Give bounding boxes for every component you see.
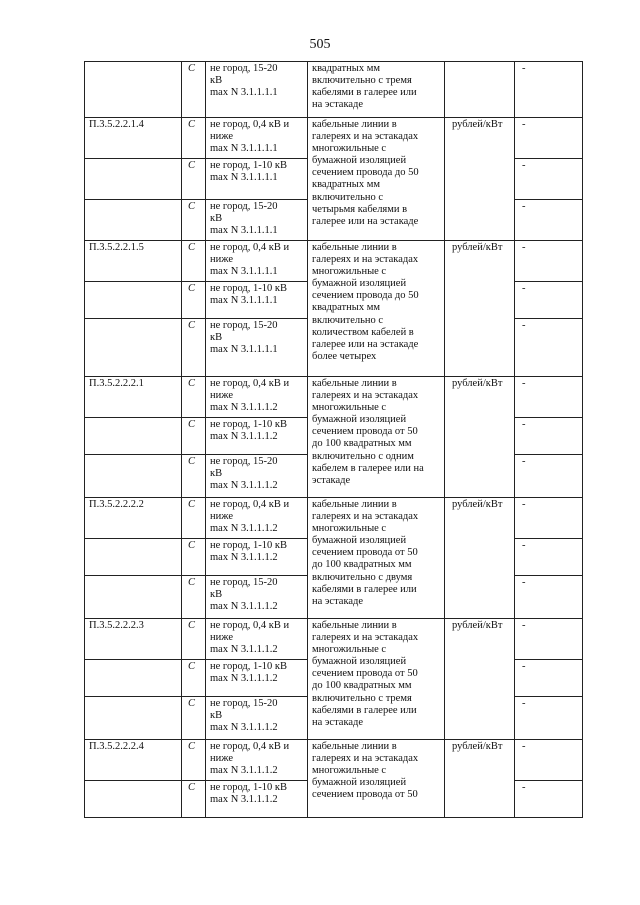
value-cell: - — [515, 660, 583, 697]
table-row — [85, 118, 583, 159]
unit-cell: рублей/кВт — [445, 118, 515, 241]
voltage-line: max N 3.1.1.1.1 — [210, 344, 278, 356]
page-number: 505 — [309, 37, 331, 52]
description-line: сечением провода от 50 — [312, 668, 418, 680]
voltage-cell — [206, 241, 308, 282]
voltage-cell — [206, 319, 308, 377]
voltage-line: не город, 0,4 кВ и — [210, 242, 290, 253]
item-code — [85, 418, 182, 455]
value-cell: - — [515, 377, 583, 418]
description-line: до 100 квадратных мм — [312, 559, 412, 571]
description-line: сечением провода от 50 — [312, 789, 418, 801]
category-cell: С — [182, 241, 206, 282]
value-cell: - — [515, 319, 583, 377]
item-code — [85, 660, 182, 697]
voltage-cell — [206, 539, 308, 576]
description-line: многожильные с — [312, 765, 387, 777]
item-code: П.3.5.2.2.2.2 — [85, 498, 182, 539]
voltage-cell — [206, 660, 308, 697]
voltage-cell — [206, 740, 308, 781]
voltage-line: ниже — [210, 511, 234, 523]
description-cell — [308, 62, 445, 118]
description-line: галерее или на эстакаде — [312, 215, 419, 227]
description-line: квадратных мм — [312, 302, 380, 314]
voltage-line: ниже — [210, 254, 234, 266]
voltage-line: max N 3.1.1.1.1 — [210, 172, 278, 184]
description-line: кабельные линии в — [312, 741, 397, 752]
description-line: количеством кабелей в — [312, 326, 414, 338]
description-line: кабельные линии в — [312, 499, 397, 510]
description-line: бумажной изоляцией — [312, 656, 407, 668]
category-cell: С — [182, 455, 206, 498]
voltage-line: не город, 1-10 кВ — [210, 160, 287, 171]
voltage-cell — [206, 118, 308, 159]
description-line: включительно с двумя — [312, 571, 413, 583]
voltage-line: не город, 1-10 кВ — [210, 540, 287, 551]
unit-cell: рублей/кВт — [445, 619, 515, 740]
value-cell: - — [515, 697, 583, 740]
description-line: галереях и на эстакадах — [312, 131, 419, 143]
unit-cell: рублей/кВт — [445, 740, 515, 818]
voltage-line: ниже — [210, 753, 234, 765]
value-cell: - — [515, 740, 583, 781]
unit-cell: рублей/кВт — [445, 377, 515, 498]
description-line: включительно с тремя — [312, 75, 412, 87]
value-cell: - — [515, 282, 583, 319]
category-cell: С — [182, 576, 206, 619]
description-line: на эстакаде — [312, 99, 364, 111]
description-line: сечением провода от 50 — [312, 426, 418, 438]
voltage-line: ниже — [210, 390, 234, 402]
category-cell: С — [182, 118, 206, 159]
description-line: квадратных мм — [312, 179, 380, 191]
description-line: многожильные с — [312, 402, 387, 414]
voltage-line: кВ — [210, 710, 223, 722]
description-line: галереях и на эстакадах — [312, 753, 419, 765]
item-code: П.3.5.2.2.1.4 — [85, 118, 182, 159]
description-line: кабелями в галерее или — [312, 704, 417, 716]
description-line: четырьмя кабелями в — [312, 203, 408, 215]
voltage-line: кВ — [210, 332, 223, 344]
voltage-line: не город, 1-10 кВ — [210, 661, 287, 672]
item-code: П.3.5.2.2.1.5 — [85, 241, 182, 282]
description-line: сечением провода до 50 — [312, 167, 419, 179]
category-cell: С — [182, 319, 206, 377]
table-row — [85, 377, 583, 418]
category-cell: С — [182, 697, 206, 740]
item-code: П.3.5.2.2.2.1 — [85, 377, 182, 418]
item-code: П.3.5.2.2.2.3 — [85, 619, 182, 660]
description-line: эстакаде — [312, 474, 351, 486]
voltage-cell — [206, 377, 308, 418]
voltage-line: max N 3.1.1.1.1 — [210, 266, 278, 278]
voltage-line: не город, 1-10 кВ — [210, 283, 287, 294]
item-code: П.3.5.2.2.2.4 — [85, 740, 182, 781]
category-cell: С — [182, 200, 206, 241]
description-line: кабельные линии в — [312, 620, 397, 631]
voltage-line: кВ — [210, 589, 223, 601]
description-line: квадратных мм — [312, 63, 380, 74]
description-cell — [308, 740, 445, 818]
description-line: кабельные линии в — [312, 378, 397, 389]
voltage-cell — [206, 697, 308, 740]
voltage-line: max N 3.1.1.1.2 — [210, 480, 278, 492]
value-cell: - — [515, 576, 583, 619]
description-line: галереях и на эстакадах — [312, 390, 419, 402]
value-cell: - — [515, 619, 583, 660]
category-cell: С — [182, 740, 206, 781]
description-line: бумажной изоляцией — [312, 777, 407, 789]
voltage-line: max N 3.1.1.1.2 — [210, 552, 278, 564]
description-cell — [308, 498, 445, 619]
value-cell: - — [515, 455, 583, 498]
description-cell — [308, 118, 445, 241]
value-cell: - — [515, 118, 583, 159]
voltage-line: ниже — [210, 632, 234, 644]
voltage-line: max N 3.1.1.1.1 — [210, 143, 278, 155]
item-code — [85, 697, 182, 740]
unit-cell: рублей/кВт — [445, 241, 515, 377]
description-line: бумажной изоляцией — [312, 535, 407, 547]
voltage-line: не город, 15-20 — [210, 201, 278, 212]
item-code — [85, 62, 182, 118]
category-cell: С — [182, 781, 206, 818]
voltage-cell — [206, 781, 308, 818]
voltage-line: не город, 15-20 — [210, 577, 278, 588]
voltage-line: не город, 0,4 кВ и — [210, 119, 290, 130]
voltage-line: max N 3.1.1.1.2 — [210, 431, 278, 443]
voltage-line: max N 3.1.1.1.2 — [210, 601, 278, 613]
description-line: до 100 квадратных мм — [312, 438, 412, 450]
description-line: сечением провода до 50 — [312, 290, 419, 302]
voltage-line: не город, 0,4 кВ и — [210, 378, 290, 389]
voltage-line: не город, 0,4 кВ и — [210, 741, 290, 752]
item-code — [85, 200, 182, 241]
category-cell: С — [182, 418, 206, 455]
item-code — [85, 781, 182, 818]
description-line: сечением провода от 50 — [312, 547, 418, 559]
value-cell: - — [515, 418, 583, 455]
voltage-line: max N 3.1.1.1.2 — [210, 673, 278, 685]
value-cell: - — [515, 200, 583, 241]
description-cell — [308, 619, 445, 740]
description-line: кабельные линии в — [312, 119, 397, 130]
item-code — [85, 455, 182, 498]
voltage-cell — [206, 619, 308, 660]
table-row — [85, 62, 583, 118]
description-line: многожильные с — [312, 523, 387, 535]
voltage-line: max N 3.1.1.1.1 — [210, 225, 278, 237]
description-line: галереях и на эстакадах — [312, 511, 419, 523]
voltage-line: не город, 15-20 — [210, 456, 278, 467]
category-cell: С — [182, 62, 206, 118]
voltage-line: max N 3.1.1.1.1 — [210, 87, 278, 99]
category-cell: С — [182, 377, 206, 418]
voltage-line: max N 3.1.1.1.2 — [210, 765, 278, 777]
description-line: включительно с одним — [312, 450, 414, 462]
table-row — [85, 498, 583, 539]
description-line: кабелями в галерее или — [312, 87, 417, 99]
item-code — [85, 576, 182, 619]
voltage-cell — [206, 455, 308, 498]
description-line: на эстакаде — [312, 716, 364, 728]
description-line: включительно с тремя — [312, 692, 412, 704]
voltage-line: не город, 15-20 — [210, 698, 278, 709]
voltage-line: max N 3.1.1.1.2 — [210, 644, 278, 656]
item-code — [85, 539, 182, 576]
description-line: включительно с — [312, 191, 384, 203]
voltage-cell — [206, 418, 308, 455]
value-cell: - — [515, 241, 583, 282]
unit-cell — [445, 62, 515, 118]
voltage-line: ниже — [210, 131, 234, 143]
voltage-cell — [206, 498, 308, 539]
voltage-line: кВ — [210, 468, 223, 480]
description-line: бумажной изоляцией — [312, 155, 407, 167]
category-cell: С — [182, 619, 206, 660]
voltage-line: кВ — [210, 213, 223, 225]
voltage-cell — [206, 576, 308, 619]
tariff-table — [84, 61, 583, 818]
description-line: бумажной изоляцией — [312, 278, 407, 290]
voltage-line: max N 3.1.1.1.2 — [210, 722, 278, 734]
voltage-line: не город, 1-10 кВ — [210, 782, 287, 793]
category-cell: С — [182, 159, 206, 200]
description-line: более четырех — [312, 350, 377, 362]
voltage-cell — [206, 200, 308, 241]
description-line: галереях и на эстакадах — [312, 254, 419, 266]
voltage-line: max N 3.1.1.1.1 — [210, 295, 278, 307]
category-cell: С — [182, 660, 206, 697]
description-cell — [308, 377, 445, 498]
voltage-line: кВ — [210, 75, 223, 87]
value-cell: - — [515, 539, 583, 576]
item-code — [85, 159, 182, 200]
table-row — [85, 619, 583, 660]
category-cell: С — [182, 539, 206, 576]
item-code — [85, 319, 182, 377]
description-cell — [308, 241, 445, 377]
value-cell: - — [515, 498, 583, 539]
voltage-line: не город, 15-20 — [210, 63, 278, 74]
voltage-line: max N 3.1.1.1.2 — [210, 794, 278, 806]
description-line: на эстакаде — [312, 595, 364, 607]
value-cell: - — [515, 159, 583, 200]
description-line: многожильные с — [312, 644, 387, 656]
description-line: бумажной изоляцией — [312, 414, 407, 426]
unit-cell: рублей/кВт — [445, 498, 515, 619]
voltage-cell — [206, 62, 308, 118]
description-line: включительно с — [312, 314, 384, 326]
description-line: кабелем в галерее или на — [312, 462, 424, 474]
value-cell: - — [515, 781, 583, 818]
table-row — [85, 241, 583, 282]
voltage-line: max N 3.1.1.1.2 — [210, 402, 278, 414]
voltage-line: не город, 0,4 кВ и — [210, 499, 290, 510]
category-cell: С — [182, 282, 206, 319]
table-row — [85, 740, 583, 781]
description-line: галерее или на эстакаде — [312, 338, 419, 350]
description-line: кабелями в галерее или — [312, 583, 417, 595]
voltage-line: не город, 15-20 — [210, 320, 278, 331]
description-line: галереях и на эстакадах — [312, 632, 419, 644]
voltage-cell — [206, 159, 308, 200]
description-line: многожильные с — [312, 266, 387, 278]
category-cell: С — [182, 498, 206, 539]
value-cell: - — [515, 62, 583, 118]
description-line: многожильные с — [312, 143, 387, 155]
voltage-cell — [206, 282, 308, 319]
description-line: до 100 квадратных мм — [312, 680, 412, 692]
voltage-line: max N 3.1.1.1.2 — [210, 523, 278, 535]
description-line: кабельные линии в — [312, 242, 397, 253]
item-code — [85, 282, 182, 319]
voltage-line: не город, 0,4 кВ и — [210, 620, 290, 631]
voltage-line: не город, 1-10 кВ — [210, 419, 287, 430]
